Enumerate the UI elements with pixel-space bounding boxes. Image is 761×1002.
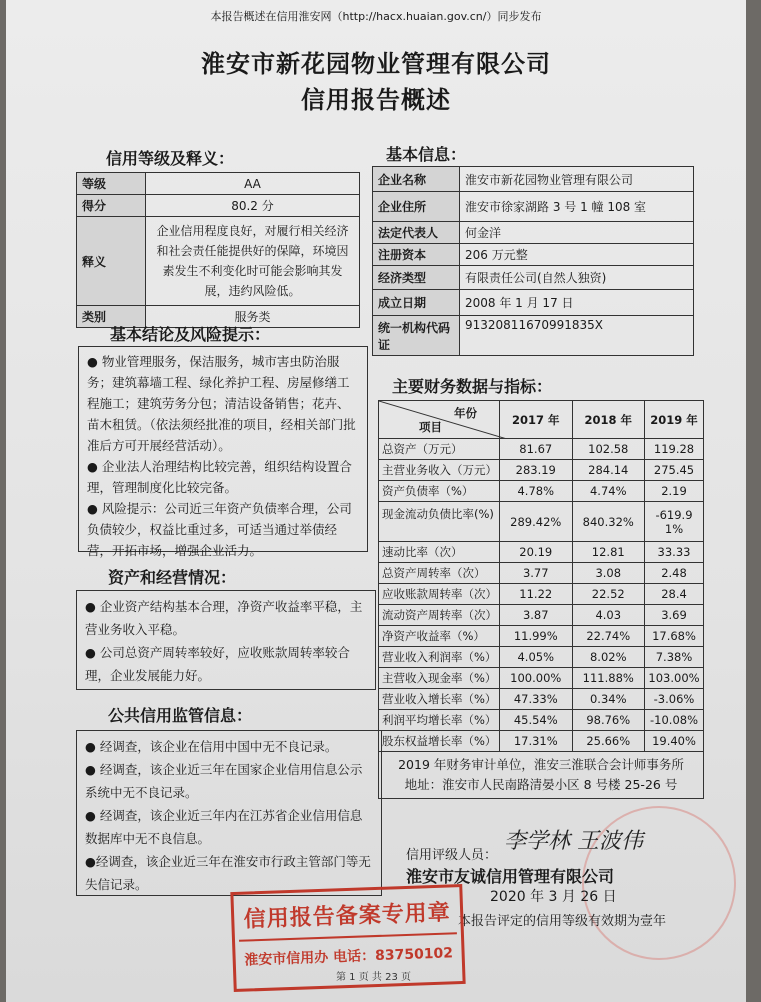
metric-name: 速动比率（次） — [379, 542, 500, 563]
list-item: ● 企业法人治理结构比较完善，组织结构设置合理，管理制度化比较完备。 — [87, 459, 352, 495]
table-row — [379, 605, 704, 626]
list-item: ● 经调查，该企业近三年在国家企业信用信息公示系统中无不良记录。 — [85, 762, 363, 800]
rating-table — [76, 172, 360, 328]
metric-value: 17.31% — [500, 731, 573, 752]
metric-value: -3.06% — [645, 689, 704, 710]
table-row — [373, 266, 694, 290]
table-row — [373, 316, 694, 356]
metric-name: 总资产（万元） — [379, 439, 500, 460]
rating-grade: AA — [146, 173, 360, 195]
metric-value: 8.02% — [572, 647, 645, 668]
metric-name: 总资产周转率（次） — [379, 563, 500, 584]
metric-value: 2.48 — [645, 563, 704, 584]
metric-value: 33.33 — [645, 542, 704, 563]
table-row — [379, 401, 704, 439]
metric-name: 主营收入现金率（%） — [379, 668, 500, 689]
metric-value: 275.45 — [645, 460, 704, 481]
validity-note: 本报告评定的信用等级有效期为壹年 — [458, 914, 667, 929]
table-row — [379, 752, 704, 799]
info-label: 注册资本 — [373, 244, 460, 266]
table-row — [379, 460, 704, 481]
metric-value: 284.14 — [572, 460, 645, 481]
metric-name: 流动资产周转率（次） — [379, 605, 500, 626]
info-label: 法定代表人 — [373, 222, 460, 244]
info-value: 91320811670991835X — [460, 316, 694, 356]
table-row — [379, 689, 704, 710]
rating-label: 得分 — [77, 195, 146, 217]
metric-value: 11.99% — [500, 626, 573, 647]
metric-value: 102.58 — [572, 439, 645, 460]
basic-info-section-title: 基本信息： — [386, 145, 467, 164]
financial-table — [378, 400, 704, 799]
table-row — [373, 290, 694, 316]
metric-value: 81.67 — [500, 439, 573, 460]
metric-value: 4.74% — [572, 481, 645, 502]
list-item: ● 物业管理服务，保洁服务，城市害虫防治服务；建筑幕墙工程、绿化养护工程、房屋修缮工程施工；建筑劳务分包；清洁设备销售；花卉、苗木租赁。（依法须经批准的项目，经相关部门批准后方可开展经营活动）。 — [87, 354, 356, 453]
info-value: 何金洋 — [460, 222, 694, 244]
metric-value: 111.88% — [572, 668, 645, 689]
audit-address: 地址：淮安市人民南路清晏小区 8 号楼 25-26 号 — [404, 777, 678, 792]
assets-section-title: 资产和经营情况： — [108, 568, 237, 587]
list-item: ● 经调查，该企业在信用中国中无不良记录。 — [85, 739, 338, 754]
metric-value: 3.69 — [645, 605, 704, 626]
basic-info-table — [372, 166, 694, 356]
metric-value: 22.74% — [572, 626, 645, 647]
metric-value: 11.22 — [500, 584, 573, 605]
list-item: ● 经调查，该企业近三年内在江苏省企业信用信息数据库中无不良信息。 — [85, 808, 363, 846]
metric-value: 840.32% — [572, 502, 645, 542]
metric-name: 现金流动负债比率(%) — [379, 502, 500, 542]
metric-name: 股东权益增长率（%） — [379, 731, 500, 752]
rating-category: 服务类 — [146, 306, 360, 328]
table-row — [373, 192, 694, 222]
metric-value: 3.08 — [572, 563, 645, 584]
stamp-contact: 淮安市信用办 电话：83750102 — [244, 945, 454, 969]
header-note: 本报告概述在信用淮安网（http://hacx.huaian.gov.cn/）同步发布 — [210, 10, 542, 23]
metric-value: 17.68% — [645, 626, 704, 647]
metric-value: 22.52 — [572, 584, 645, 605]
list-item: ● 风险提示：公司近三年资产负债率合理，公司负债较少，权益比重过多，可适当通过举债经营，开拓市场，增强企业活力。 — [87, 501, 352, 558]
assets-box — [76, 590, 376, 690]
metric-value: 4.03 — [572, 605, 645, 626]
table-row — [379, 563, 704, 584]
metric-value: 98.76% — [572, 710, 645, 731]
table-row — [77, 173, 360, 195]
table-row — [373, 167, 694, 192]
metric-value: 7.38% — [645, 647, 704, 668]
metric-name: 主营业务收入（万元） — [379, 460, 500, 481]
rating-score: 80.2 分 — [146, 195, 360, 217]
metric-value: 100.00% — [500, 668, 573, 689]
info-value: 淮安市新花园物业管理有限公司 — [460, 167, 694, 192]
table-row — [379, 584, 704, 605]
table-row — [77, 217, 360, 306]
metric-value: 47.33% — [500, 689, 573, 710]
conclusion-box — [78, 346, 368, 558]
table-row — [379, 668, 704, 689]
metric-name: 营业收入增长率（%） — [379, 689, 500, 710]
rater-label: 信用评级人员： — [406, 848, 498, 863]
list-item: ●经调查，该企业近三年在淮安市行政主管部门等无失信记录。 — [85, 854, 371, 892]
info-label: 经济类型 — [373, 266, 460, 290]
info-label: 企业住所 — [373, 192, 460, 222]
report-subtitle: 信用报告概述 — [301, 86, 451, 114]
rating-label: 类别 — [77, 306, 146, 328]
info-label: 成立日期 — [373, 290, 460, 316]
metric-name: 应收账款周转率（次） — [379, 584, 500, 605]
metric-value: 289.42% — [500, 502, 573, 542]
metric-name: 利润平均增长率（%） — [379, 710, 500, 731]
report-page — [6, 0, 746, 1002]
diagonal-divider — [379, 401, 507, 439]
table-row — [373, 244, 694, 266]
metric-value: 25.66% — [572, 731, 645, 752]
metric-value: 103.00% — [645, 668, 704, 689]
table-row — [379, 731, 704, 752]
table-row — [379, 626, 704, 647]
year-header: 年份 — [454, 406, 477, 420]
list-item: ● 企业资产结构基本合理，净资产收益率平稳，主营业务收入平稳。 — [85, 599, 363, 637]
table-row — [373, 222, 694, 244]
list-item: ● 公司总资产周转率较好，应收账款周转率较合理，企业发展能力好。 — [85, 645, 350, 683]
table-row — [379, 502, 704, 542]
financial-section-title: 主要财务数据与指标： — [392, 377, 553, 396]
rating-label: 释义 — [77, 217, 146, 306]
rater-signatures: 李学林 王波伟 — [504, 829, 643, 854]
table-row — [379, 439, 704, 460]
metric-name: 净资产收益率（%） — [379, 626, 500, 647]
info-value: 2008 年 1 月 17 日 — [460, 290, 694, 316]
metric-value: 45.54% — [500, 710, 573, 731]
metric-name: 资产负债率（%） — [379, 481, 500, 502]
table-row — [379, 481, 704, 502]
rating-company: 淮安市友诚信用管理有限公司 — [406, 867, 615, 886]
financial-corner-cell — [379, 401, 500, 439]
info-value: 淮安市徐家湖路 3 号 1 幢 108 室 — [460, 192, 694, 222]
report-company-title: 淮安市新花园物业管理有限公司 — [201, 50, 551, 78]
year-col-header: 2018 年 — [572, 401, 645, 439]
rating-section-title: 信用等级及释义： — [106, 149, 235, 168]
metric-value: 4.05% — [500, 647, 573, 668]
table-row — [379, 647, 704, 668]
audit-unit: 2019 年财务审计单位，淮安三淮联合会计师事务所 — [398, 757, 684, 772]
page-number: 第 1 页 共 23 页 — [336, 972, 411, 983]
metric-value: 2.19 — [645, 481, 704, 502]
conclusion-section-title: 基本结论及风险提示： — [110, 325, 271, 344]
metric-value: 3.87 — [500, 605, 573, 626]
metric-value: 4.78% — [500, 481, 573, 502]
metric-name: 营业收入利润率（%） — [379, 647, 500, 668]
metric-value: 283.19 — [500, 460, 573, 481]
info-value: 有限责任公司(自然人独资) — [460, 266, 694, 290]
rating-label: 等级 — [77, 173, 146, 195]
metric-value: 19.40% — [645, 731, 704, 752]
metric-value: -10.08% — [645, 710, 704, 731]
metric-value: 0.34% — [572, 689, 645, 710]
metric-value: 12.81 — [572, 542, 645, 563]
rating-explanation: 企业信用程度良好，对履行相关经济和社会责任能提供好的保障，环境因素发生不利变化时可能会影响其发展，违约风险低。 — [146, 217, 360, 306]
info-label: 企业名称 — [373, 167, 460, 192]
report-date: 2020 年 3 月 26 日 — [490, 889, 617, 905]
public-section-title: 公共信用监管信息： — [108, 706, 253, 725]
metric-value: 119.28 — [645, 439, 704, 460]
table-row — [379, 710, 704, 731]
info-label: 统一机构代码证 — [373, 316, 460, 356]
year-col-header: 2017 年 — [500, 401, 573, 439]
table-row — [77, 195, 360, 217]
public-box — [76, 730, 382, 896]
stamp-title: 信用报告备案专用章 — [243, 899, 452, 933]
year-col-header: 2019 年 — [645, 401, 704, 439]
metric-value: 28.4 — [645, 584, 704, 605]
metric-value: 3.77 — [500, 563, 573, 584]
metric-value: 20.19 — [500, 542, 573, 563]
item-header: 项目 — [419, 420, 442, 434]
info-value: 206 万元整 — [460, 244, 694, 266]
metric-value: -619.91% — [645, 502, 704, 542]
table-row — [379, 542, 704, 563]
